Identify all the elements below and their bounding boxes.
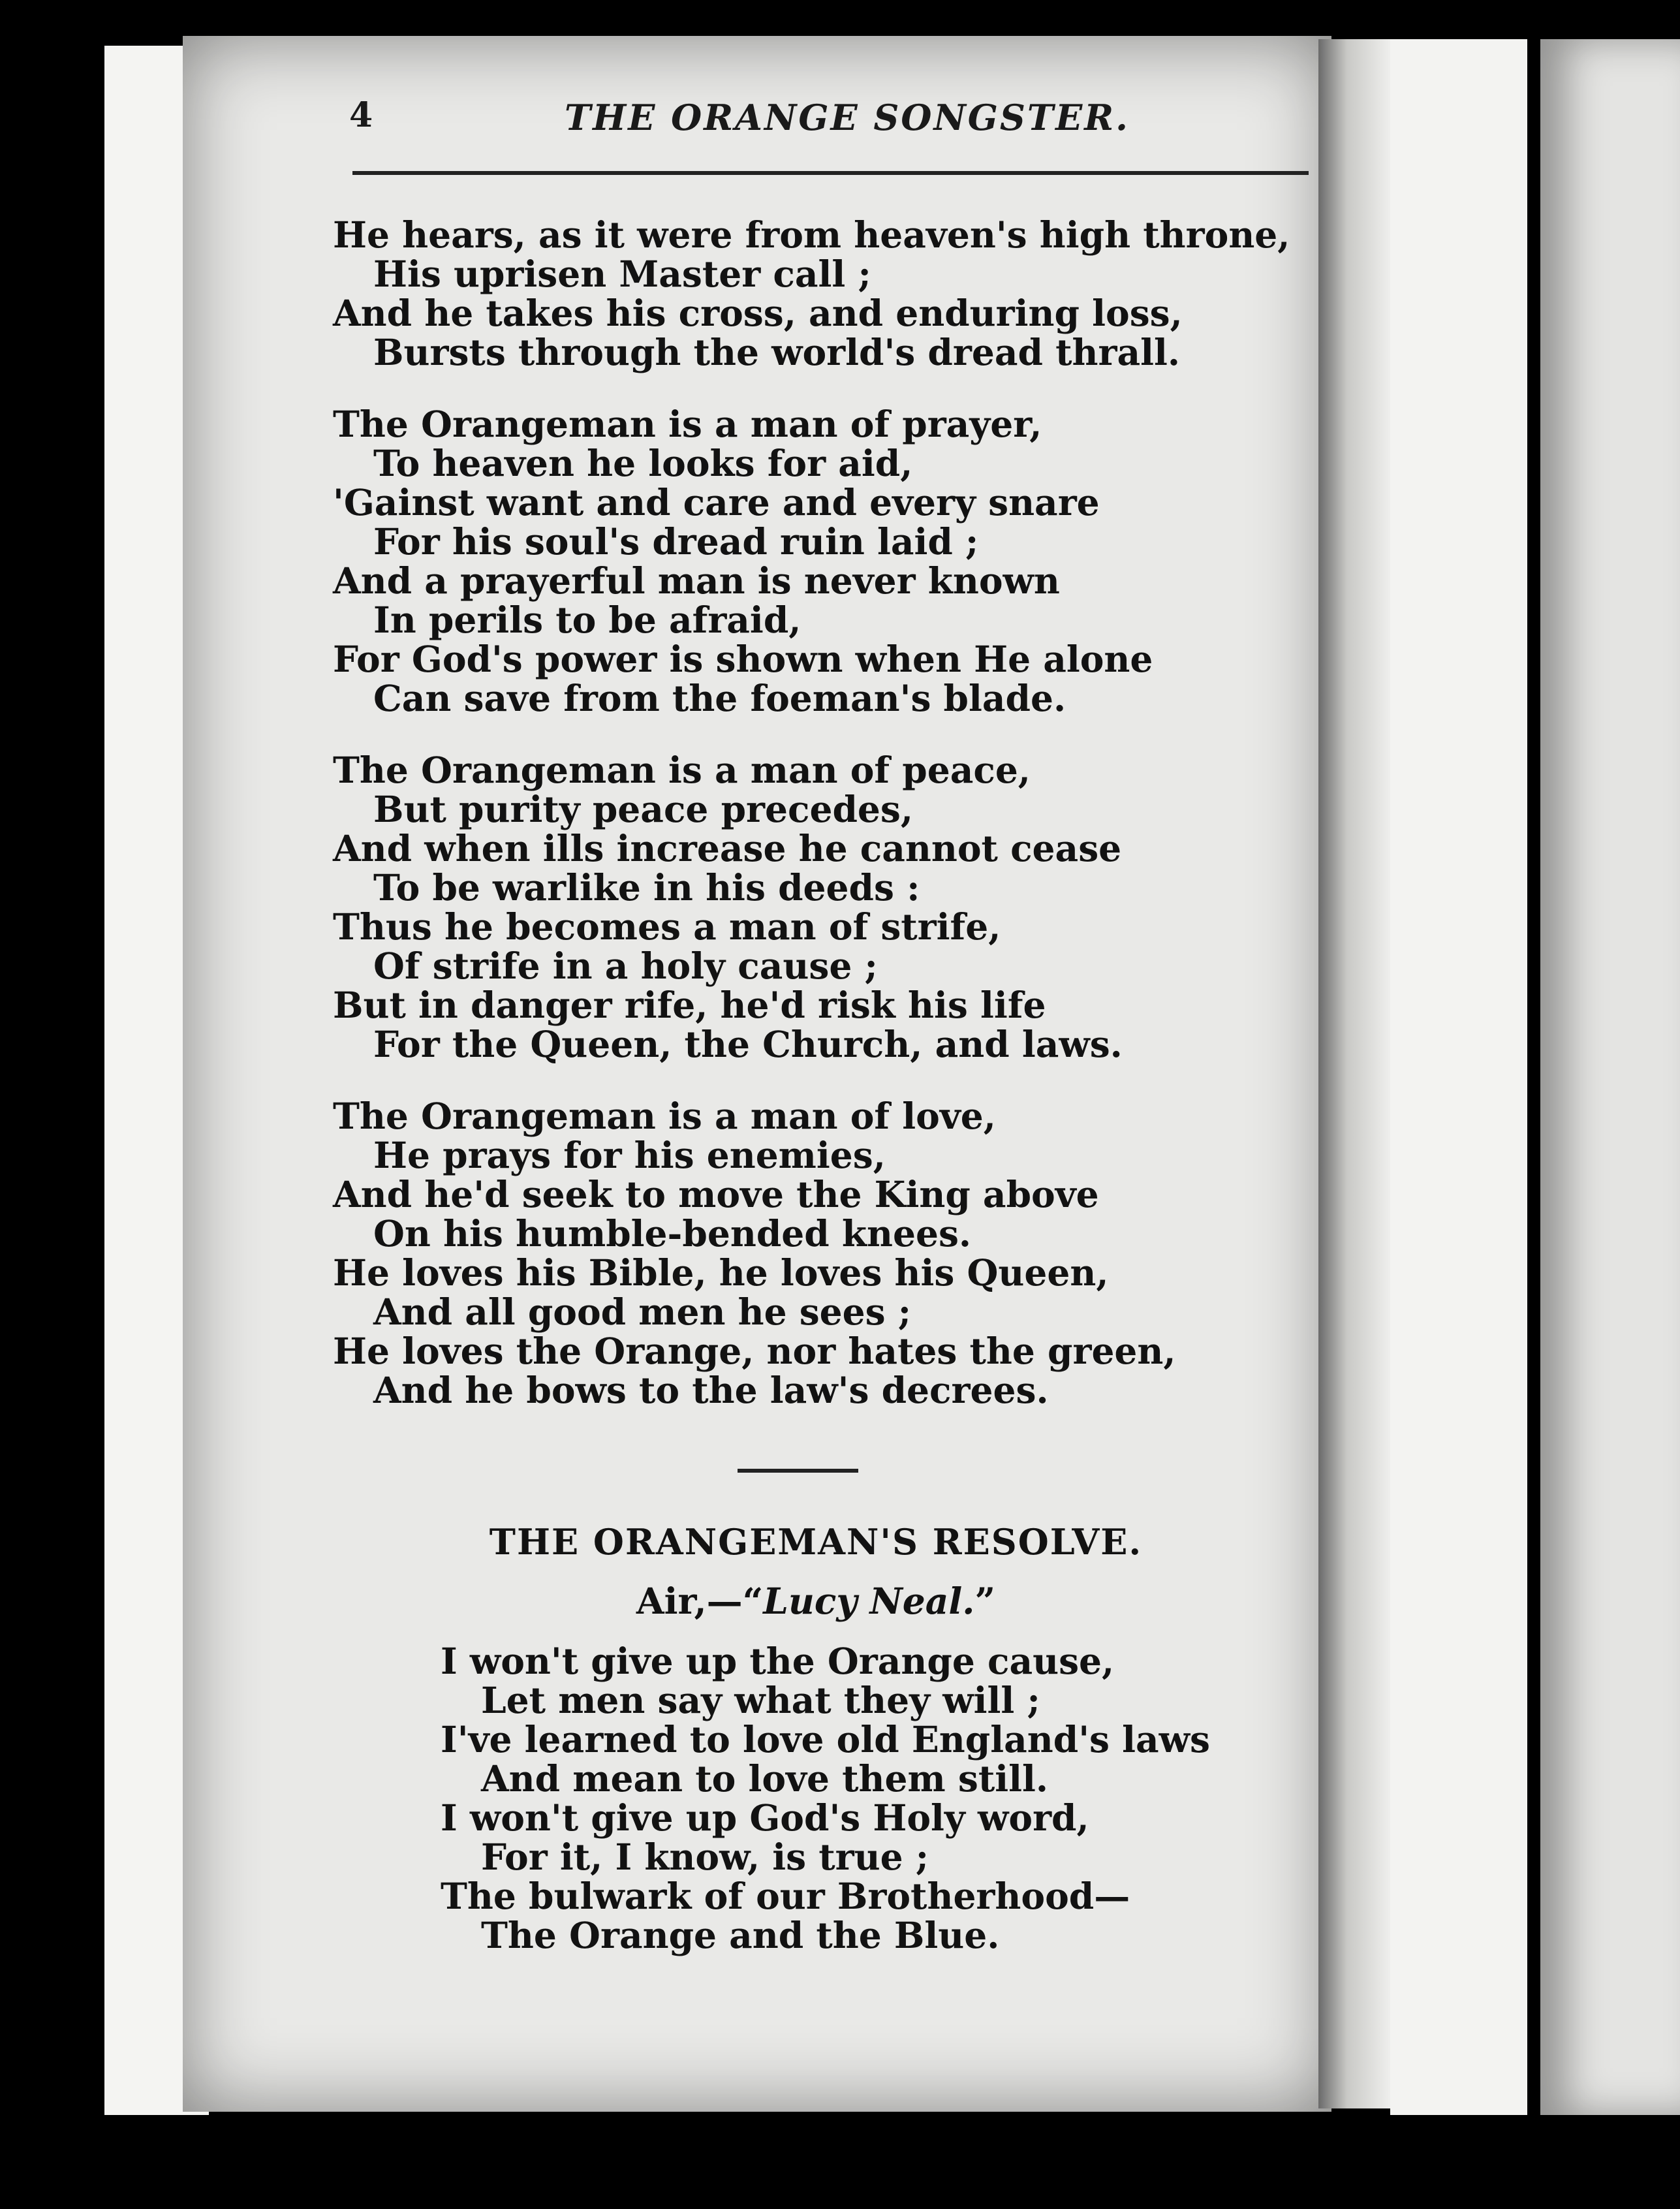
air-prefix: Air,—“ [636, 1580, 764, 1622]
book-title: THE ORANGE SONGSTER. [565, 97, 1130, 138]
poem-line: And when ills increase he cannot cease [333, 827, 1122, 870]
running-head [349, 91, 1309, 144]
page-gutter-shadow [1318, 39, 1390, 2108]
poem-line: For God's power is shown when He alone [333, 638, 1153, 680]
song-line: I won't give up God's Holy word, [441, 1796, 1089, 1839]
air-suffix: ” [974, 1580, 996, 1622]
poem-line: For the Queen, the Church, and laws. [373, 1023, 1123, 1065]
poem-line: The Orangeman is a man of love, [333, 1095, 996, 1137]
song-line: I've learned to love old England's laws [441, 1718, 1210, 1761]
poem-line: For his soul's dread ruin laid ; [373, 520, 979, 563]
stanza-1 [333, 215, 1312, 372]
header-rule [352, 171, 1309, 175]
song-line: For it, I know, is true ; [481, 1836, 929, 1878]
stanza-2 [333, 405, 1312, 718]
poem-line: To be warlike in his deeds : [373, 866, 920, 909]
poem-line: But in danger rife, he'd risk his life [333, 984, 1046, 1026]
poem-line: In perils to be afraid, [373, 599, 801, 641]
song-stanza [441, 1642, 1289, 1955]
poem-line: The Orangeman is a man of peace, [333, 749, 1031, 791]
song-line: The bulwark of our Brotherhood— [441, 1875, 1130, 1917]
poem-line: Bursts through the world's dread thrall. [373, 331, 1181, 373]
page-number: 4 [349, 95, 373, 135]
song-line: I won't give up the Orange cause, [441, 1640, 1115, 1682]
scan-margin-right [1390, 39, 1527, 2115]
song-line: Let men say what they will ; [481, 1679, 1040, 1721]
poem-line: 'Gainst want and care and every snare [333, 481, 1100, 524]
poem-line: Can save from the foeman's blade. [373, 677, 1066, 719]
poem-line: He loves his Bible, he loves his Queen, [333, 1251, 1109, 1294]
song-title: THE ORANGEMAN'S RESOLVE. [489, 1521, 1143, 1563]
poem-line: To heaven he looks for aid, [373, 442, 913, 484]
poem-line: And a prayerful man is never known [333, 559, 1060, 602]
poem-line: Thus he becomes a man of strife, [333, 905, 1001, 948]
poem-line: His uprisen Master call ; [373, 253, 871, 295]
poem-line: And he'd seek to move the King above [333, 1173, 1099, 1215]
poem-line: Of strife in a holy cause ; [373, 945, 878, 987]
air-tune: Lucy Neal. [763, 1580, 975, 1622]
poem-line: The Orangeman is a man of prayer, [333, 403, 1042, 445]
poem-line: He prays for his enemies, [373, 1134, 886, 1176]
poem-line: He loves the Orange, nor hates the green, [333, 1330, 1176, 1372]
poem [333, 215, 1312, 1443]
section-divider [738, 1469, 858, 1473]
song-line: And mean to love them still. [481, 1757, 1049, 1800]
air-line [457, 1580, 1175, 1622]
adjacent-page-edge [1540, 39, 1680, 2115]
poem-line: But purity peace precedes, [373, 788, 914, 830]
poem-line: And he bows to the law's decrees. [373, 1369, 1049, 1411]
poem-line: And he takes his cross, and enduring loss, [333, 292, 1183, 334]
poem-line: On his humble-bended knees. [373, 1212, 972, 1255]
song-line: The Orange and the Blue. [481, 1914, 1000, 1956]
poem-line: He hears, as it were from heaven's high throne, [333, 213, 1290, 256]
stanza-3 [333, 751, 1312, 1064]
stanza-4 [333, 1097, 1312, 1410]
poem-line: And all good men he sees ; [373, 1291, 912, 1333]
